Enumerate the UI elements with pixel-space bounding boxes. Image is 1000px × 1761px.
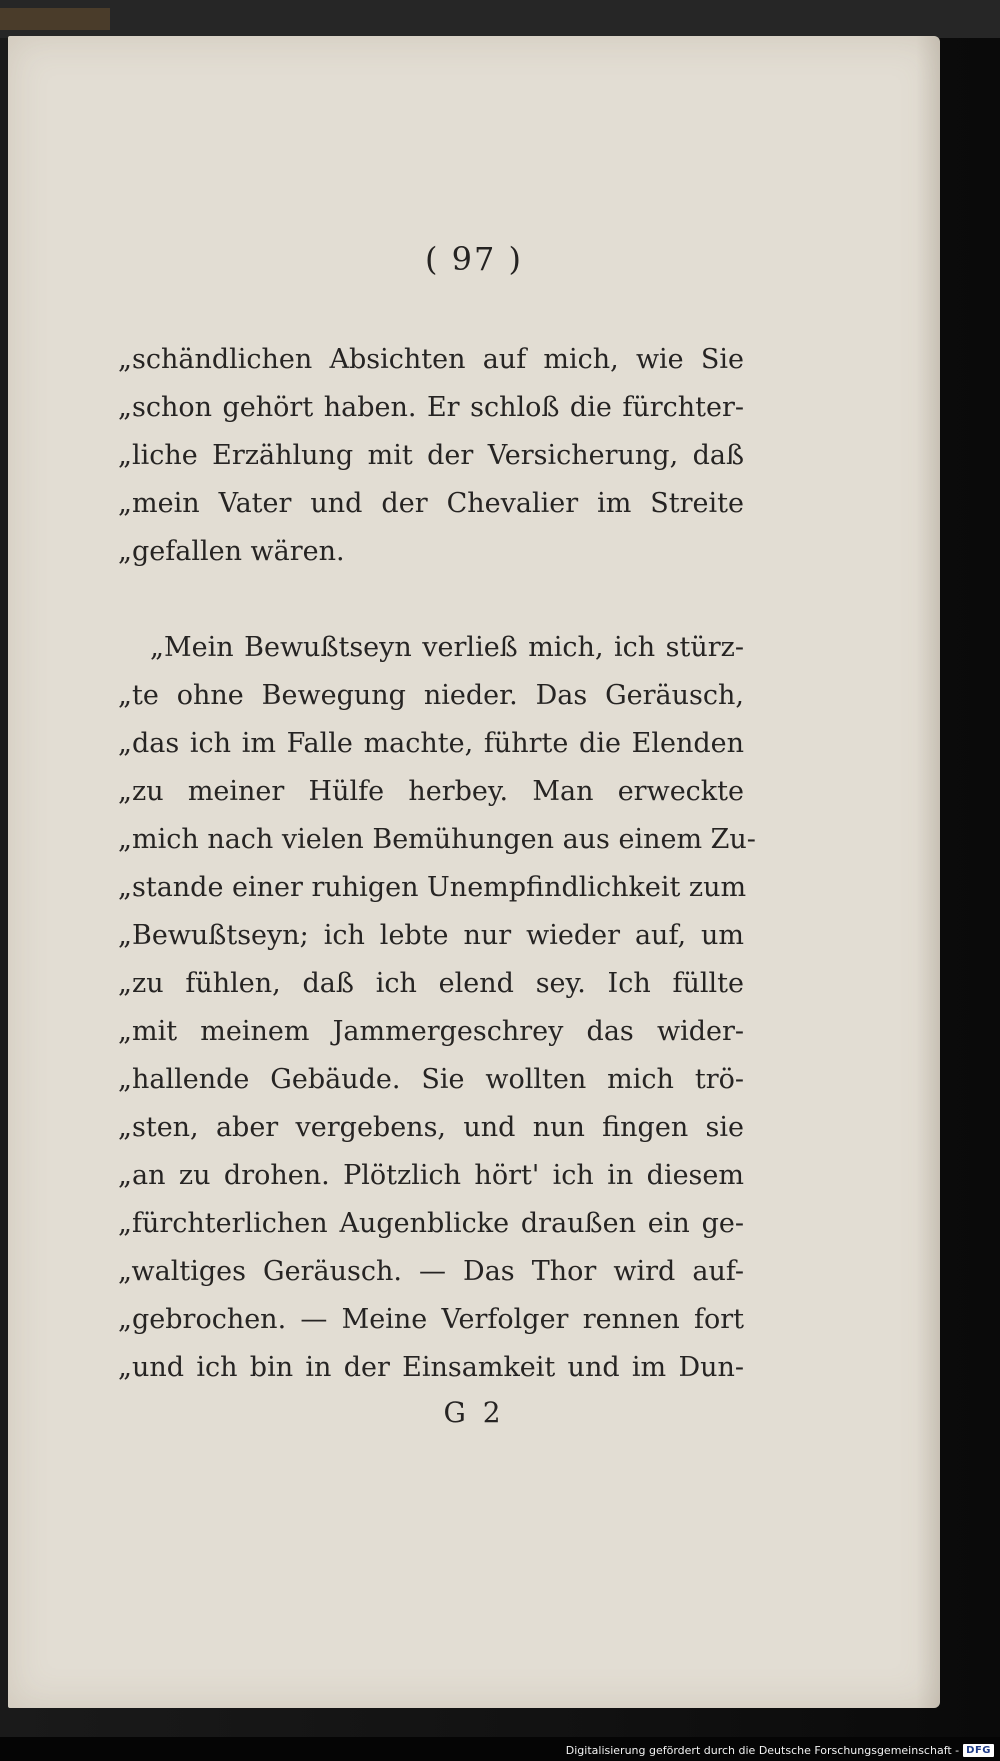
text-line: „das ich im Falle machte, führte die Elenden	[118, 728, 744, 759]
text-line: „te ohne Bewegung nieder. Das Geräusch,	[118, 680, 744, 711]
text-line: „Mein Bewußtseyn verließ mich, ich stürz-	[150, 632, 744, 663]
dfg-logo-icon: DFG	[963, 1744, 994, 1757]
text-line: „und ich bin in der Einsamkeit und im Dun-	[118, 1352, 744, 1383]
signature-mark: G 2	[443, 1396, 505, 1429]
text-line: „schändlichen Absichten auf mich, wie Sie	[118, 344, 744, 375]
paragraph-gap	[118, 576, 744, 624]
text-line: „waltiges Geräusch. — Das Thor wird auf-	[118, 1256, 744, 1287]
paragraph-2	[118, 624, 756, 1392]
text-line: „stande einer ruhigen Unempfindlichkeit zum	[118, 872, 747, 903]
text-line: „liche Erzählung mit der Versicherung, daß	[118, 440, 744, 471]
scan-top-edge	[0, 0, 1000, 38]
text-line: „mit meinem Jammergeschrey das wider-	[118, 1016, 744, 1047]
text-line: „schon gehört haben. Er schloß die fürchter-	[118, 392, 744, 423]
text-line: „mich nach vielen Bemühungen aus einem Zu-	[118, 824, 756, 855]
footer-credit	[566, 1744, 994, 1757]
body-text	[118, 336, 756, 1392]
paragraph-1	[118, 336, 744, 576]
text-line: „zu meiner Hülfe herbey. Man erweckte	[118, 776, 744, 807]
credit-text: Digitalisierung gefördert durch die Deutsche Forschungsgemeinschaft -	[565, 1744, 960, 1757]
text-line: „gebrochen. — Meine Verfolger rennen fort	[118, 1304, 744, 1335]
text-line: „zu fühlen, daß ich elend sey. Ich füllte	[118, 968, 744, 999]
page-number: ( 97 )	[424, 240, 524, 278]
text-line: „gefallen wären.	[118, 536, 345, 567]
text-line: „mein Vater und der Chevalier im Streite	[118, 488, 744, 519]
text-line: „hallende Gebäude. Sie wollten mich trö-	[118, 1064, 744, 1095]
book-page	[8, 36, 940, 1708]
text-line: „sten, aber vergebens, und nun fingen sie	[118, 1112, 744, 1143]
footer-bar	[0, 1737, 1000, 1761]
text-line: „fürchterlichen Augenblicke draußen ein ge-	[118, 1208, 744, 1239]
page-shadow	[916, 36, 940, 1708]
text-line: „Bewußtseyn; ich lebte nur wieder auf, um	[118, 920, 744, 951]
text-line: „an zu drohen. Plötzlich hört' ich in diesem	[118, 1160, 744, 1191]
